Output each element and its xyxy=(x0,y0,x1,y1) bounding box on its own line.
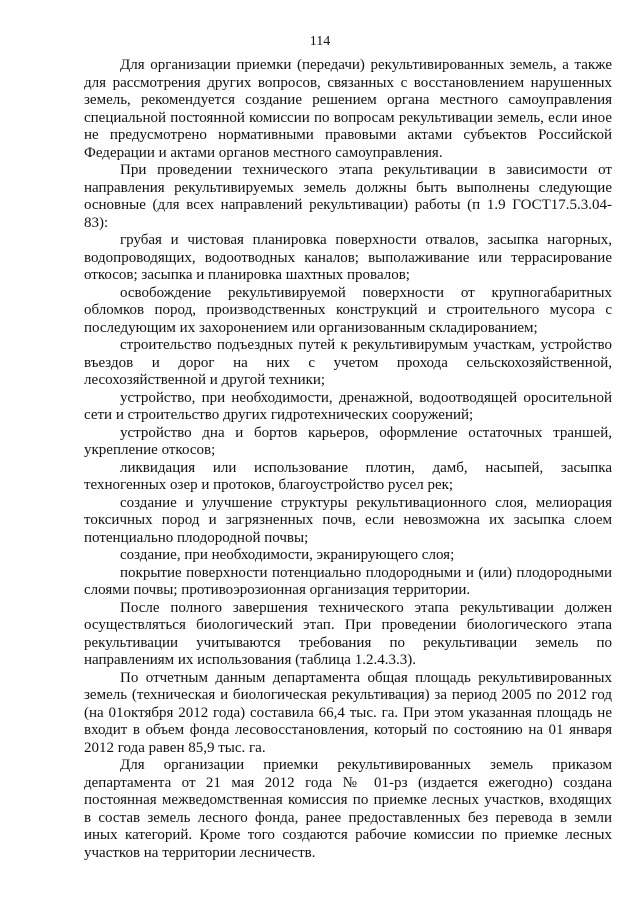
paragraph-biological-stage: После полного завершения технического этапа рекультивации должен осуществляться биологический этап. При проведении биологического этапа рекультивации учитываются требования по рекультивации земель по направлениям их использования (таблица 1.2.4.3.3). xyxy=(84,599,612,668)
list-item-screening-layer: создание, при необходимости, экранирующего слоя; xyxy=(120,547,455,563)
paragraph-acceptance-order: Для организации приемки рекультивированных земель приказом департамента от 21 мая 2012 года № 01-рз (издается ежегодно) создана постоянная межведомственная комиссия по приемке лесных участков, входящих в состав земель лесного фонда, ранее предоставленных без перевода в земли иных категорий. Кроме того создаются рабочие комиссии по приемке лесных участков на территории лесничеств. xyxy=(84,757,612,861)
list-item-clearing: освобождение рекультивируемой поверхности от крупногабаритных обломков пород, производственных конструкций и строительного мусора с последующим их захоронением или организованным складированием; xyxy=(84,284,612,336)
paragraph-technical-stage-intro: При проведении технического этапа рекультивации в зависимости от направления рекультивируемых земель должны быть выполнены следующие основные (для всех направлений рекультивации) работы (п 1.9 ГОСТ17.5.3.04-83): xyxy=(84,162,612,231)
list-item-quarry-bottom: устройство дна и бортов карьеров, оформление остаточных траншей, укрепление откосов; xyxy=(84,424,612,458)
paragraph-commission: Для организации приемки (передачи) рекультивированных земель, а также для рассмотрения других вопросов, связанных с восстановлением нарушенных земель, рекомендуется создание решением органа местного самоуправления специальной постоянной комиссии по вопросам рекультивации земель, если иное не предусмотрено нормативными правовыми актами субъектов Российской Федерации и актами органов местного самоуправления. xyxy=(84,57,612,161)
page-number: 114 xyxy=(309,34,331,49)
list-item-soil-cover: покрытие поверхности потенциально плодородными и (или) плодородными слоями почвы; противоэрозионная организация территории. xyxy=(84,564,612,598)
list-item-planning: грубая и чистовая планировка поверхности отвалов, засыпка нагорных, водопроводящих, водоотводных каналов; выполаживание или террасирование откосов; засыпка и планировка шахтных провалов; xyxy=(84,232,612,283)
paragraph-reporting-data: По отчетным данным департамента общая площадь рекультивированных земель (техническая и биологическая рекультивация) за период 2005 по 2012 год (на 01октября 2012 года) составила 66,4 тыс. га. При этом указанная площадь не входит в объем фонда лесовосстановления, который по состоянию на 01 января 2012 года равен 85,9 тыс. га. xyxy=(84,669,612,756)
list-item-drainage: устройство, при необходимости, дренажной, водоотводящей оросительной сети и строительство других гидротехнических сооружений; xyxy=(84,389,612,423)
list-item-dams: ликвидация или использование плотин, дамб, насыпей, засыпка техногенных озер и протоков, благоустройство русел рек; xyxy=(84,459,612,493)
document-body xyxy=(84,57,612,862)
list-item-layer-structure: создание и улучшение структуры рекультивационного слоя, мелиорация токсичных пород и загрязненных почв, если невозможна их засыпка слоем потенциально плодородной почвы; xyxy=(84,494,612,546)
list-item-access-roads: строительство подъездных путей к рекультивирумым участкам, устройство въездов и дорог на них с учетом прохода сельскохозяйственной, лесохозяйственной и другой техники; xyxy=(84,337,612,388)
